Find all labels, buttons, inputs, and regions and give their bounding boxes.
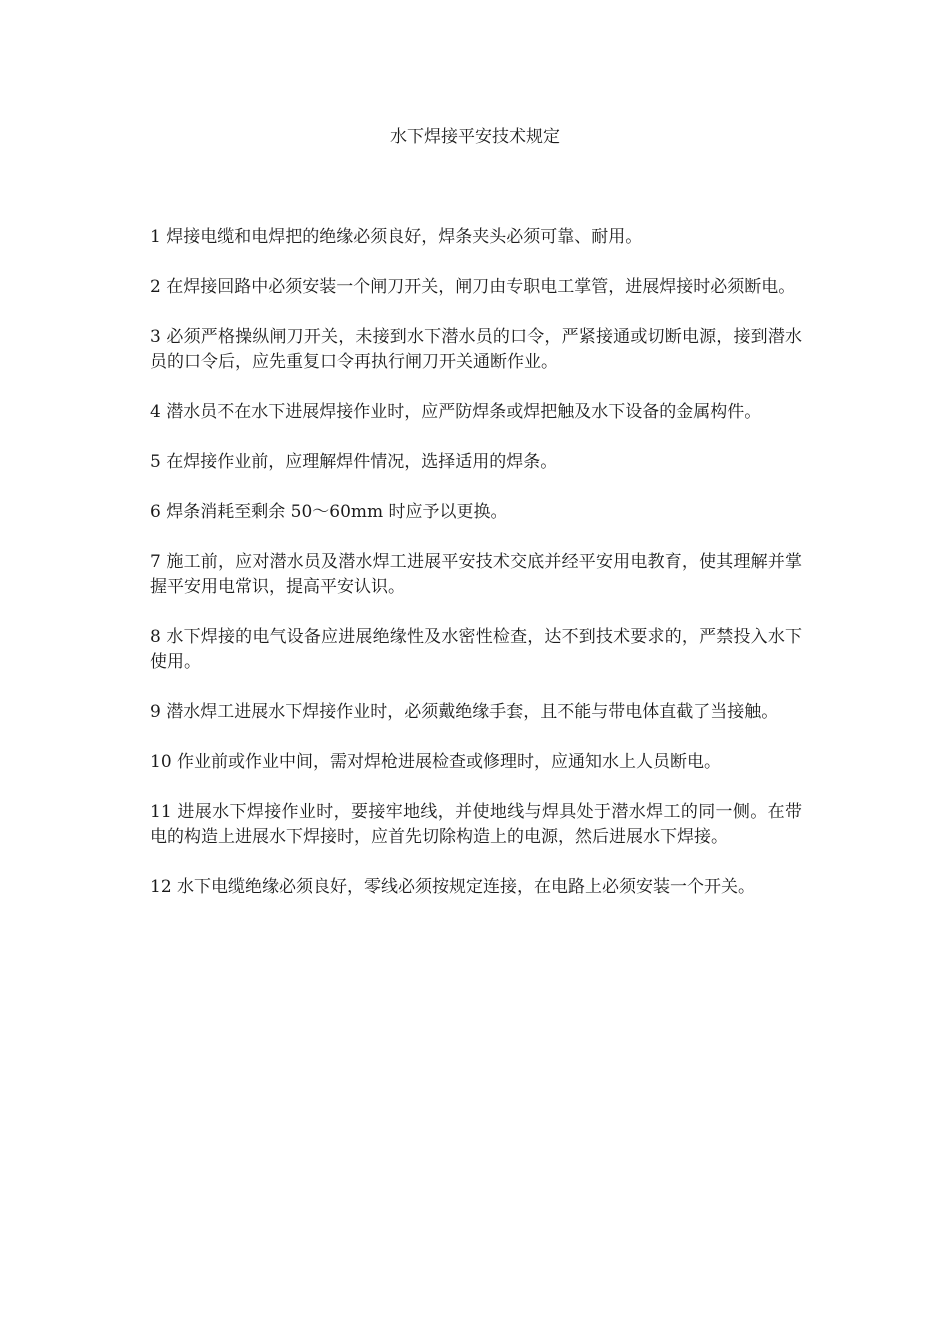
- clause-item-2: 2 在焊接回路中必须安装一个闸刀开关，闸刀由专职电工掌管，进展焊接时必须断电。: [150, 277, 796, 297]
- clause-item-1: 1 焊接电缆和电焊把的绝缘必须良好，焊条夹头必须可靠、耐用。: [150, 227, 643, 247]
- clause-item-11: 11 进展水下焊接作业时，要接牢地线，并使地线与焊具处于潜水焊工的同一侧。在带电的构造上进展水下焊接时，应首先切除构造上的电源，然后进展水下焊接。: [150, 802, 802, 847]
- clause-item-3: 3 必须严格操纵闸刀开关，未接到水下潜水员的口令，严紧接通或切断电源，接到潜水员的口令后，应先重复口令再执行闸刀开关通断作业。: [150, 327, 802, 372]
- clause-item-9: 9 潜水焊工进展水下焊接作业时，必须戴绝缘手套，且不能与带电体直截了当接触。: [150, 702, 779, 722]
- clause-item-5: 5 在焊接作业前，应理解焊件情况，选择适用的焊条。: [150, 452, 558, 472]
- document-title: 水下焊接平安技术规定: [390, 127, 560, 147]
- clause-item-8: 8 水下焊接的电气设备应进展绝缘性及水密性检查，达不到技术要求的，严禁投入水下使用。: [150, 627, 802, 672]
- clause-item-4: 4 潜水员不在水下进展焊接作业时，应严防焊条或焊把触及水下设备的金属构件。: [150, 402, 762, 422]
- clause-item-10: 10 作业前或作业中间，需对焊枪进展检查或修理时，应通知水上人员断电。: [150, 752, 722, 772]
- clause-item-6: 6 焊条消耗至剩余 50～60mm 时应予以更换。: [150, 502, 508, 522]
- clause-item-7: 7 施工前，应对潜水员及潜水焊工进展平安技术交底并经平安用电教育，使其理解并掌握平安用电常识，提高平安认识。: [150, 552, 802, 597]
- clause-item-12: 12 水下电缆绝缘必须良好，零线必须按规定连接，在电路上必须安装一个开关。: [150, 877, 756, 897]
- clause-list: [150, 225, 802, 925]
